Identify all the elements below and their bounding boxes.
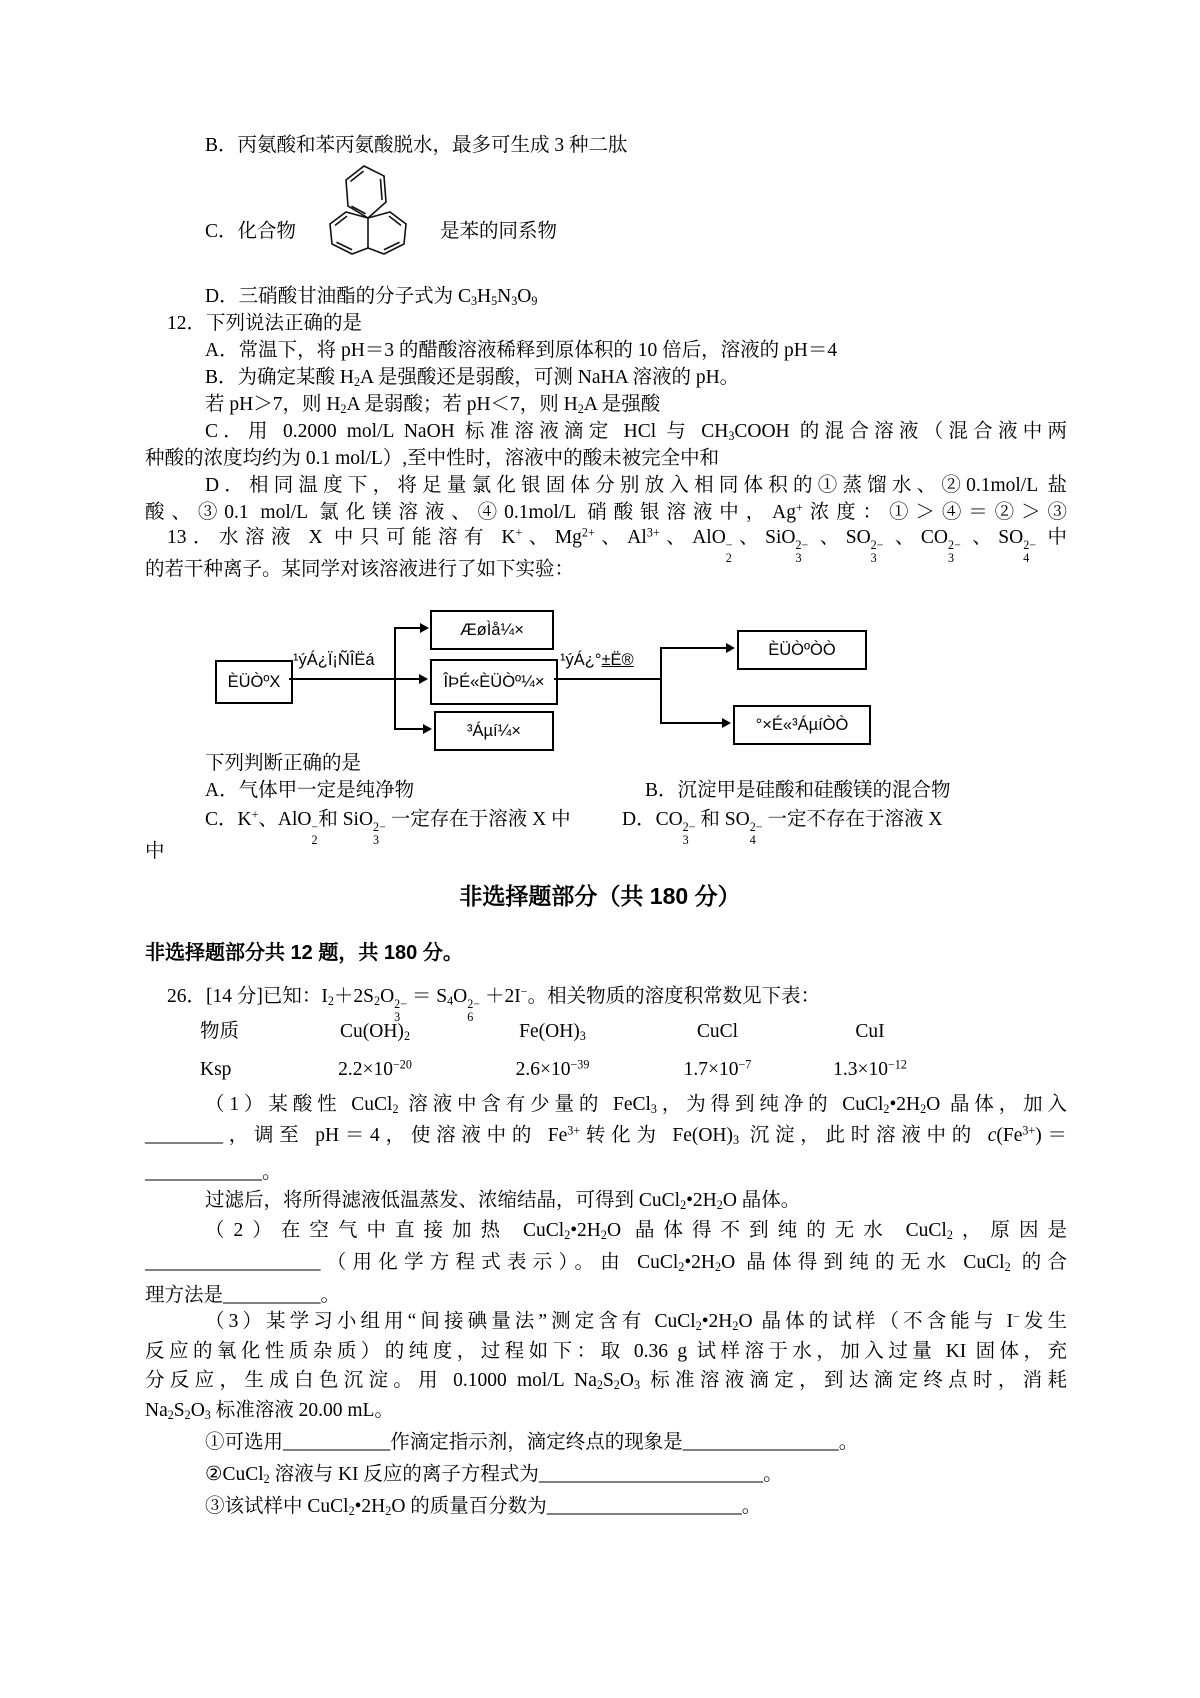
table-cell: 物质 [200, 1021, 240, 1042]
arrow-right-icon [420, 623, 429, 633]
table-cell: $Cu(OH)_2$ [340, 1021, 410, 1044]
triptycene-structure-diagram [296, 156, 436, 288]
q13-option-b: B．沉淀甲是硅酸和硅酸镁的混合物 [645, 780, 951, 801]
q26-intro: 26．[14 分]已知：$I_2+2S_2O$ 2− 3 ＝ $S_4O$ 2− 6 ＋2I−。相关物质的溶度积常数见下表： [167, 984, 821, 1024]
q26-part2-line2: __________________（用化学方程式表示）。由 $CuCl_2•2H_2O$ 晶体得到纯的无水 CuCl$_2$ 的合 [145, 1252, 1067, 1275]
flowchart-box-solution-b: ÈÜÒºÒÒ [737, 630, 867, 670]
q13-stem-line2: 的若干种离子。某同学对该溶液进行了如下实验： [145, 559, 575, 580]
q26-part3-q1: ①可选用___________作滴定指示剂，滴定终点的现象是________________。 [205, 1432, 859, 1453]
flowchart-box-gas-a: ÆøÌå¼× [430, 610, 554, 650]
table-cell: $Fe(OH)_3$ [519, 1021, 586, 1044]
ksp-table-value-row [200, 1056, 940, 1083]
flowchart-connector [394, 627, 420, 629]
q26-part2-line1: （2）在空气中直接加热 $CuCl_2•2H_2O$ 晶体得不到纯的无水 CuCl$_2$，原因是 [205, 1220, 1067, 1243]
q26-part1-line4: 过滤后，将所得滤液低温蒸发、浓缩结晶，可得到 $CuCl_2•2H_2O$ 晶体。 [205, 1190, 801, 1213]
q26-part2-line3: 理方法是__________。 [145, 1285, 341, 1306]
table-cell: $1.3\times 10^{-12}$ [833, 1057, 907, 1080]
q13-option-d-cont: 中 [145, 841, 165, 862]
q12-option-a: A．常温下，将 pH＝3 的醋酸溶液稀释到原体积的 10 倍后，溶液的 pH＝4 [205, 340, 838, 361]
flowchart-box-solution-x: ÈÜÒºX [215, 660, 293, 704]
ksp-table-header-row [200, 1018, 940, 1045]
q13-option-c: C．K+、AlO − 2 和 SiO 2− 3 一定存在于溶液 X 中 [205, 807, 571, 847]
q26-part3-line3: 分反应，生成白色沉淀。用 0.1000 mol/L $Na_2S_2O_3$ 标准溶液滴定，到达滴定终点时，消耗 [145, 1370, 1067, 1393]
q11-option-c-prefix: C．化合物 [205, 221, 297, 242]
q11-option-c-suffix: 是苯的同系物 [440, 221, 558, 242]
q26-part1-line2: ________，调至 pH＝4，使溶液中的 $Fe^{3+}$转化为 $Fe(OH)_3$ 沉淀，此时溶液中的 $c(Fe^{3+})=$ [145, 1123, 1067, 1148]
q13-option-a: A．气体甲一定是纯净物 [205, 780, 415, 801]
q12-option-c: C．用 0.2000 mol/L NaOH 标准溶液滴定 HCl 与 $CH_3COOH$ 的混合溶液（混合液中两 [205, 421, 1067, 444]
flowchart-box-precipitate-a: ³Áµí¼× [434, 711, 554, 751]
q26-part1-blank-line: ____________。 [145, 1162, 282, 1183]
table-cell: $2.6\times 10^{-39}$ [515, 1057, 590, 1080]
q26-part3-q2: ②CuCl$_2$ 溶液与 KI 反应的离子方程式为_______________________。 [205, 1464, 783, 1487]
q26-part3-line2: 反应的氧化性质杂质）的纯度，过程如下：取 0.36 g 试样溶于水，加入过量 KI 固体，充 [145, 1341, 1067, 1362]
flowchart-connector [660, 722, 722, 724]
table-cell: $2.2\times 10^{-20}$ [338, 1057, 412, 1080]
flowchart-branch-line [394, 628, 396, 730]
q26-part1-line1: （1）某酸性 CuCl$_2$ 溶液中含有少量的 FeCl$_3$，为得到纯净的 $CuCl_2•2H_2O$ 晶体，加入 [205, 1094, 1067, 1117]
flowchart-branch-line [660, 648, 662, 724]
flowchart-connector [289, 678, 426, 680]
arrow-right-icon [722, 718, 731, 728]
table-cell: CuCl [696, 1021, 739, 1042]
arrow-right-icon [726, 643, 735, 653]
q26-part3-line4: $Na_2S_2O_3$ 标准溶液 20.00 mL。 [145, 1400, 394, 1423]
q11-option-d: D．三硝酸甘油酯的分子式为 $C_3H_5N_3O_9$ [205, 286, 538, 309]
q11-option-b: B．丙氨酸和苯丙氨酸脱水，最多可生成 3 种二肽 [205, 135, 628, 156]
flowchart-connector [660, 647, 726, 649]
q13-stem-line1: 13．水溶液 X 中只可能溶有 K+、$Mg^{2+}$、$Al^{3+}$、AlO − 2 、SiO 2− 3 、SO 2− 3 、CO 2− 3 、SO 2− 4 中 [167, 525, 1067, 565]
flowchart-box-colorless-solution-a: ÎÞÉ«ÈÜÒº¼× [430, 659, 558, 705]
flowchart-connector [394, 728, 423, 730]
q12-stem: 12．下列说法正确的是 [167, 313, 363, 334]
arrow-right-icon [419, 674, 428, 684]
section-subtitle: 非选择题部分共 12 题，共 180 分。 [145, 942, 463, 964]
q12-option-d-cont: 酸、③0.1 mol/L 氯化镁溶液、④0.1mol/L 硝酸银溶液中，Ag+浓度：①＞④＝②＞③ [145, 500, 1067, 523]
flowchart-label-excess-ammonia: ¹ýÁ¿°±Ë® [560, 651, 634, 669]
q12-option-b-cont: 若 pH＞7，则 $H_2A$ 是弱酸；若 pH＜7，则 $H_2A$ 是强酸 [205, 394, 661, 417]
q12-option-b: B．为确定某酸 $H_2A$ 是强酸还是弱酸，可测 NaHA 溶液的 pH。 [205, 367, 740, 390]
table-cell: Ksp [200, 1059, 232, 1080]
q13-judge-line: 下列判断正确的是 [205, 753, 362, 774]
section-title: 非选择题部分（共 180 分） [459, 883, 741, 909]
q26-part3-line1: （3）某学习小组用“间接碘量法”测定含有 $CuCl_2•2H_2O$ 晶体的试样（不含能与 I−发生 [205, 1309, 1067, 1334]
flowchart-box-white-precipitate-b: °×É«³ÁµíÒÒ [733, 705, 871, 745]
q12-option-c-cont: 种酸的浓度均约为 0.1 mol/L）,至中性时，溶液中的酸未被完全中和 [145, 448, 720, 469]
q12-option-d: D．相同温度下，将足量氯化银固体分别放入相同体积的①蒸馏水、②0.1mol/L 盐 [205, 475, 1067, 496]
table-cell: CuI [855, 1021, 885, 1042]
flowchart-label-excess-dilute-hcl: ¹ýÁ¿Ï¡ÑÎËá [293, 651, 375, 669]
arrow-right-icon [423, 724, 432, 734]
q13-option-d: D．CO 2− 3 和 SO 2− 4 一定不存在于溶液 X [622, 809, 943, 847]
flowchart-connector [554, 678, 662, 680]
q26-part3-q3: ③该试样中 $CuCl_2•2H_2O$ 的质量百分数为____________________。 [205, 1496, 762, 1519]
table-cell: $1.7\times 10^{-7}$ [683, 1057, 752, 1080]
